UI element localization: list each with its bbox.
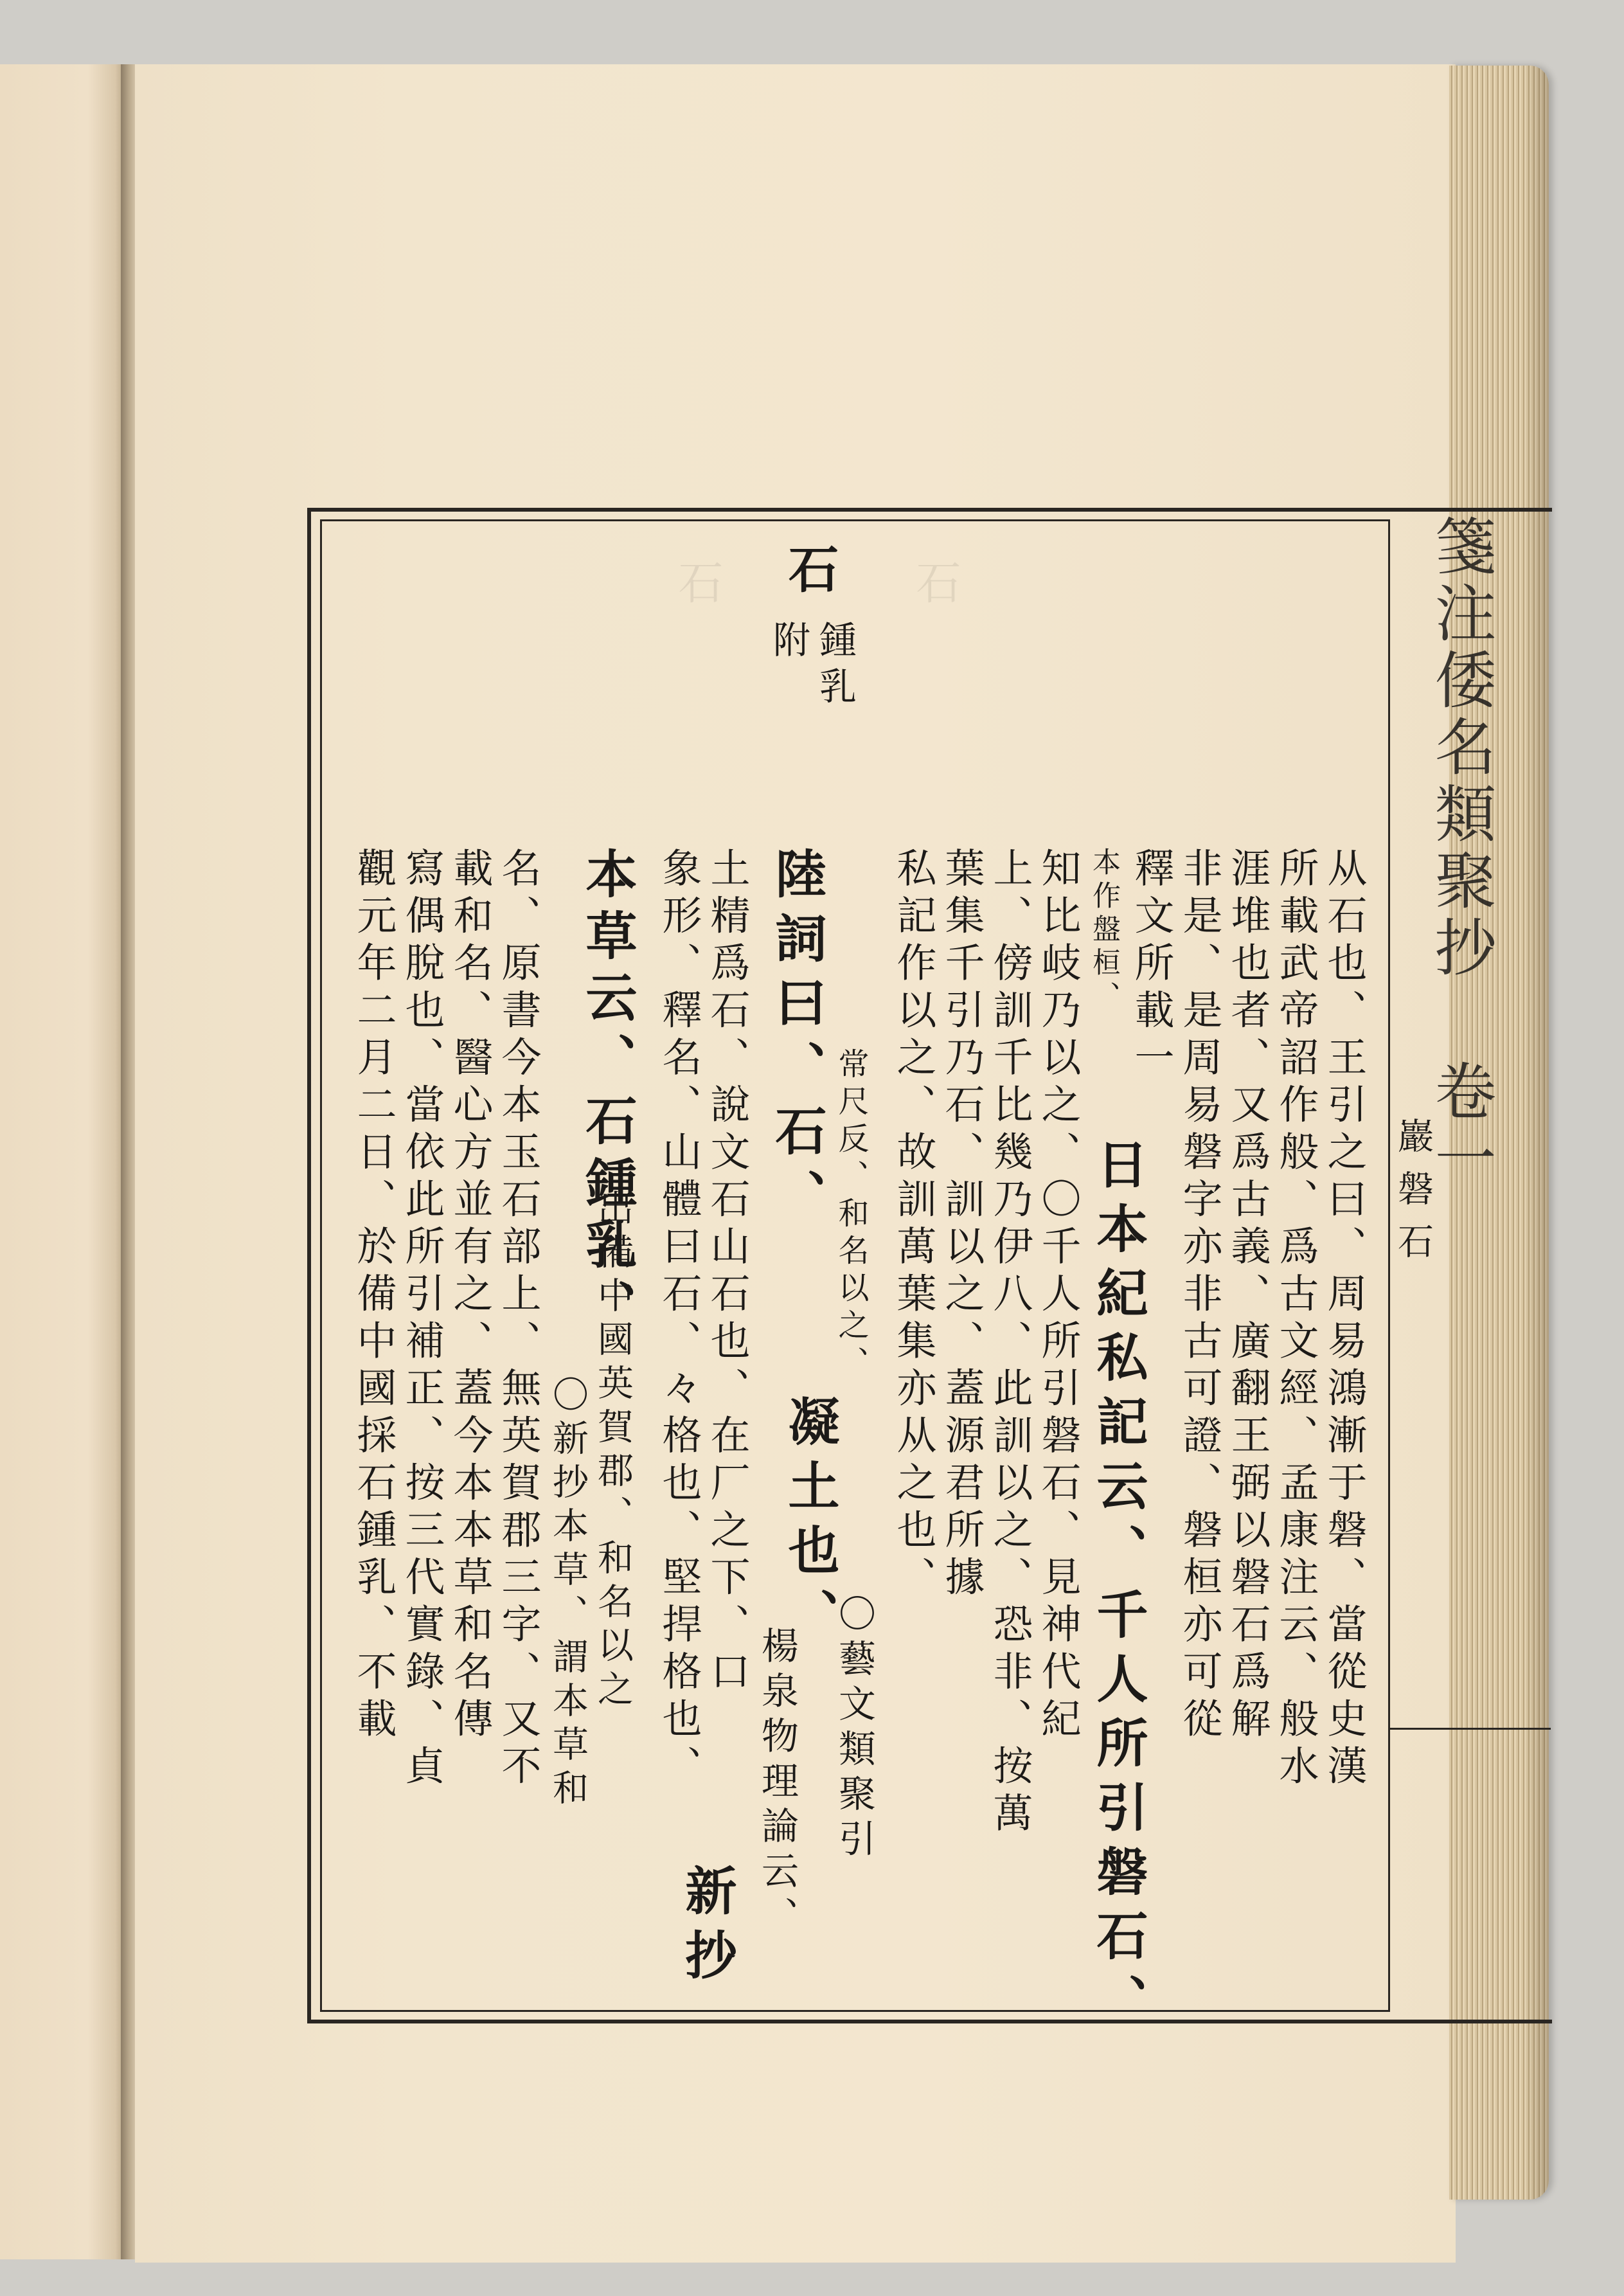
text-column: 寫偶脫也、當依此所引補正、按三代實錄、貞 [398,847,445,1792]
text-column-note: 常尺反、和名以之、 [833,1048,869,1383]
text-column: 从石也、王引之曰、周易鴻漸于磐、當從史漢 [1321,847,1368,1792]
text-column: 私記作以之、故訓萬葉集亦从之也、 [890,847,937,1603]
entry-heading: 石 [780,543,839,593]
previous-page [0,64,125,2259]
text-column [1128,847,1175,1084]
margin-rule [1388,519,1390,2012]
text-column: 〇藝文類聚引 [832,1594,876,1864]
margin-rule-horizontal [1390,1728,1551,1730]
text-column-emphasis: 凝土也、 [780,1395,840,1652]
text-column: 出備中國英賀郡、和名以之 [592,1189,634,1714]
show-through-mark: 石 [671,559,724,604]
text-column-emphasis: 陸詞曰、石、 [767,847,827,1233]
text-column: 名、原書今本玉石部上、無英賀郡三字、又不 [495,847,542,1792]
text-column: 上、傍訓千比幾乃伊八、此訓以之、恐非、按萬 [986,847,1033,1840]
text-column: 載和名、醫心方並有之、蓋今本本草和名傳 [447,847,494,1745]
section-head: 巖磐石 [1392,1117,1434,1275]
text-column: 象形、釋名、山體曰石、々格也、堅捍格也、 [656,847,702,1792]
text-column-emphasis: 日本紀私記云、千人所引磐石、 [1088,1138,1148,2038]
text-column-emphasis: 新抄 [677,1864,737,1993]
text-column: 楊泉物理論云、 [755,1626,799,1941]
text-column-emphasis: 本草云、石鍾乳、 [577,847,638,1341]
text-column: 葉集千引乃石、訓以之、蓋源君所據 [938,847,985,1603]
text-column: 涯堆也者、又爲古義、廣翻王弼以磐石爲解 [1224,847,1271,1745]
text-column: 非是、是周易磐字亦非古可證、磐桓亦可從 [1176,847,1223,1745]
entry-subheading-note: 附 [767,620,810,658]
text-column: 所載武帝詔作般、爲古文經、孟康注云、般水 [1272,847,1319,1792]
text-column-note [1089,847,1118,1014]
entry-subheading: 鍾乳 [813,620,857,713]
running-title: 箋注倭名類聚抄 卷一 [1425,514,1497,1193]
text-column: 觀元年二月二日、於備中國採石鍾乳、不載 [350,847,397,1745]
text-column: 土精爲石、說文石山石也、在厂之下、口 [704,847,751,1698]
column-segment: 釋文所載一 [1128,847,1175,1084]
column-segment: 本作盤桓、 [1087,847,1120,1014]
show-through-mark: 石 [909,559,961,604]
text-column: 知比岐乃以之、〇千人所引磐石、見神代紀 [1035,847,1082,1745]
text-column: 〇新抄本草、謂本草和 [547,1376,589,1813]
